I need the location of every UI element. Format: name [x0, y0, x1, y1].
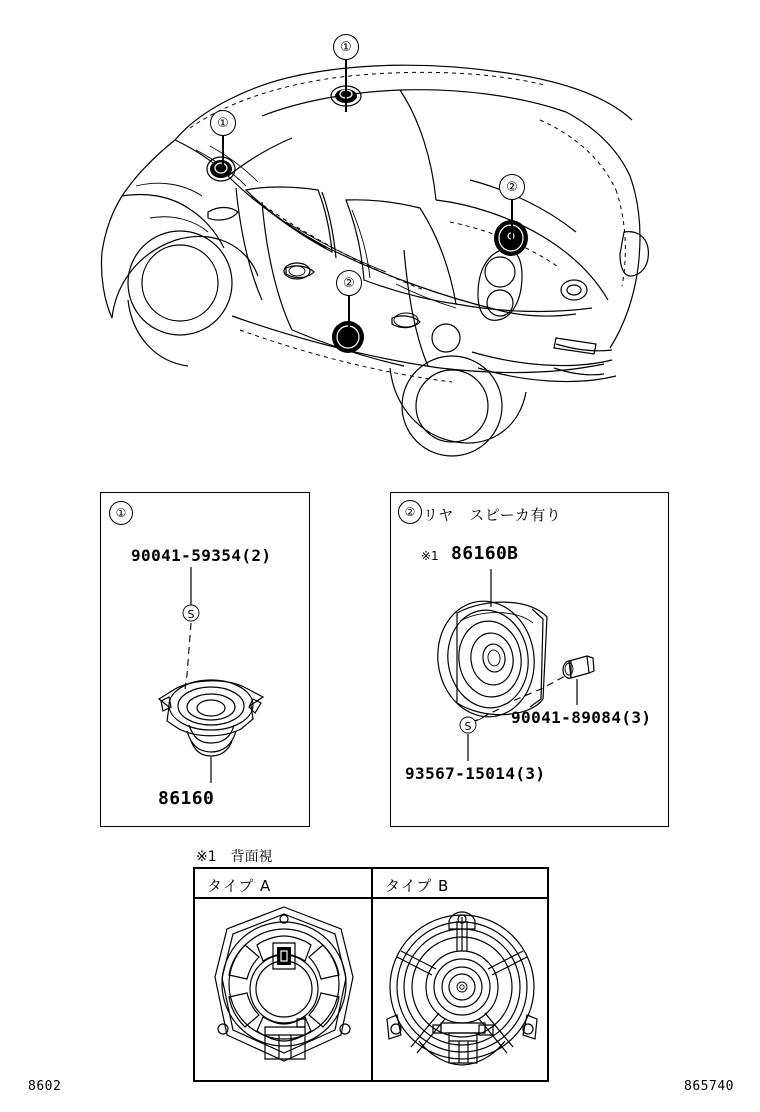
- rear-view-table: [193, 867, 549, 1082]
- leader-line: [222, 136, 224, 172]
- callout-bubble: ①: [333, 34, 359, 60]
- part-number-screw: 90041-59354(2): [131, 546, 272, 565]
- type-a-speaker-rear-view: [201, 901, 367, 1075]
- vehicle-illustration: [0, 0, 760, 470]
- callout-1-front-pillar: [210, 110, 236, 172]
- panel-1-badge: ①: [109, 501, 133, 525]
- part-number-grommet: 93567-15014(3): [405, 764, 546, 783]
- panel-2-badge: ②: [398, 500, 422, 524]
- leader-line: [345, 60, 347, 112]
- part-number-screw-rear: 90041-89084(3): [511, 708, 652, 727]
- callout-bubble: ①: [210, 110, 236, 136]
- table-column-divider: [371, 869, 373, 1080]
- callout-2-rear-hatch: [499, 174, 525, 242]
- mark-note-1: ※1: [421, 549, 439, 563]
- table-header-type-b: タイプ B: [385, 876, 450, 895]
- table-header-type-a: タイプ A: [207, 876, 272, 895]
- type-b-speaker-rear-view: [379, 901, 545, 1075]
- leader-line: [511, 200, 513, 242]
- callout-bubble: ②: [499, 174, 525, 200]
- callout-1-roof: [333, 34, 359, 112]
- svg-text:S: S: [464, 720, 472, 733]
- detail-panel-2: [390, 492, 669, 827]
- callout-2-rear-door: [336, 270, 362, 344]
- panel-2-title: リヤ スピーカ有り: [423, 506, 562, 524]
- detail-panel-1: [100, 492, 310, 827]
- panel-1-artwork: [101, 493, 309, 826]
- rear-view-caption: ※1 背面視: [196, 849, 273, 865]
- footer-code-left: 8602: [28, 1079, 62, 1094]
- part-number-rear-speaker: 86160B: [451, 543, 519, 564]
- footer-code-right: 865740: [684, 1079, 734, 1094]
- svg-text:S: S: [187, 608, 195, 621]
- leader-line: [348, 296, 350, 344]
- part-number-speaker: 86160: [158, 788, 215, 809]
- callout-bubble: ②: [336, 270, 362, 296]
